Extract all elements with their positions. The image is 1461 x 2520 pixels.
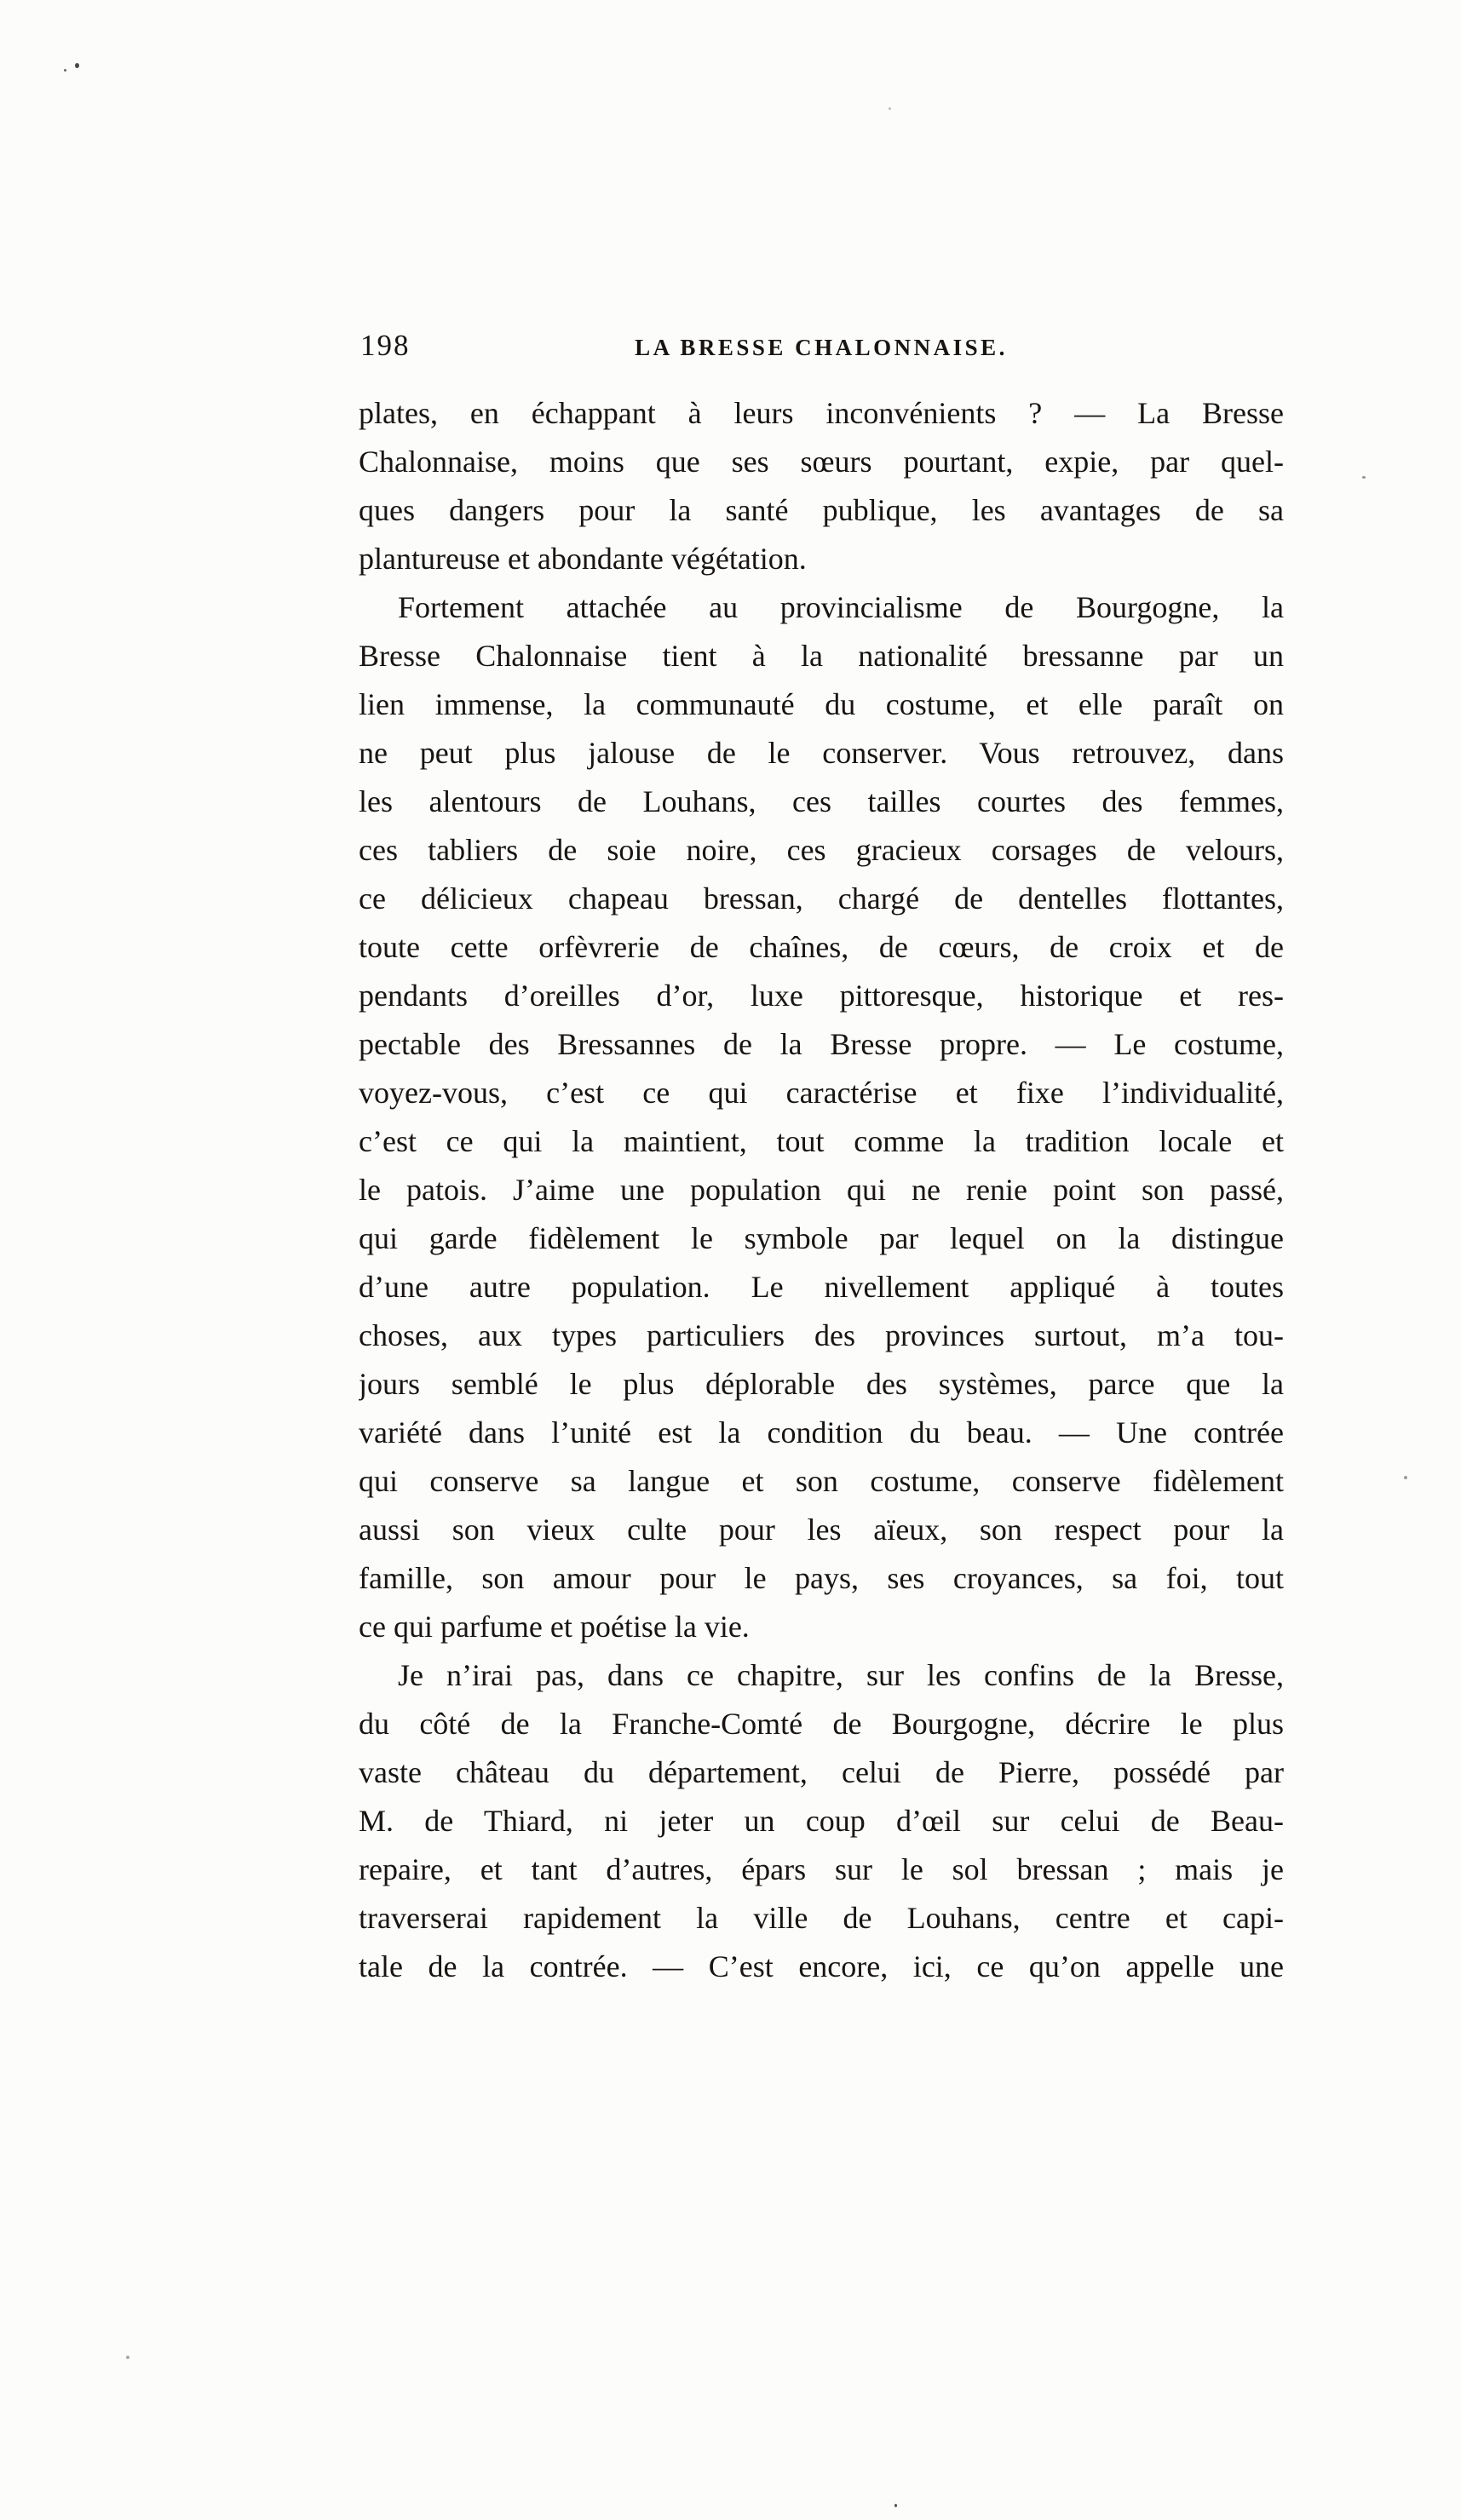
text-line: plantureuse et abondante végétation. — [359, 542, 807, 576]
text-line: M. de Thiard, ni jeter un coup d’œil sur celui de Beau- — [359, 1804, 1284, 1838]
text-line: le patois. J’aime une population qui ne renie point son passé, — [359, 1173, 1284, 1207]
text-line: famille, son amour pour le pays, ses croyances, sa foi, tout — [359, 1561, 1284, 1595]
scan-speck — [126, 2356, 129, 2359]
text-line: qui conserve sa langue et son costume, conserve fidèlement — [359, 1464, 1284, 1498]
text-line: ques dangers pour la santé publique, les avantages de sa — [359, 493, 1284, 527]
text-line: tale de la contrée. — C’est encore, ici, ce qu’on appelle une — [359, 1949, 1284, 1983]
page-header — [359, 329, 1284, 366]
text-line: Chalonnaise, moins que ses sœurs pourtant, expie, par quel- — [359, 445, 1284, 479]
text-line: Bresse Chalonnaise tient à la nationalité bressanne par un — [359, 639, 1284, 673]
text-line: du côté de la Franche-Comté de Bourgogne, décrire le plus — [359, 1707, 1284, 1741]
scan-speck — [75, 63, 79, 68]
scan-speck — [889, 107, 891, 110]
text-line: d’une autre population. Le nivellement appliqué à toutes — [359, 1270, 1284, 1304]
text-line: pectable des Bressannes de la Bresse propre. — Le costume, — [359, 1027, 1284, 1061]
scan-speck — [64, 69, 66, 72]
scan-speck — [1404, 1476, 1407, 1479]
text-line: lien immense, la communauté du costume, et elle paraît on — [359, 687, 1284, 721]
page-number: 198 — [360, 329, 411, 362]
text-line: traverserai rapidement la ville de Louhans, centre et capi- — [359, 1901, 1284, 1935]
text-line: Je n’irai pas, dans ce chapitre, sur les confins de la Bresse, — [398, 1658, 1284, 1692]
text-line: ce qui parfume et poétise la vie. — [359, 1610, 750, 1644]
text-line: ces tabliers de soie noire, ces gracieux corsages de velours, — [359, 833, 1284, 867]
scan-speck — [894, 2504, 897, 2507]
text-line: ce délicieux chapeau bressan, chargé de dentelles flottantes, — [359, 881, 1284, 916]
text-line: repaire, et tant d’autres, épars sur le sol bressan ; mais je — [359, 1852, 1284, 1886]
text-line: vaste château du département, celui de Pierre, possédé par — [359, 1755, 1284, 1789]
text-line: voyez-vous, c’est ce qui caractérise et fixe l’individualité, — [359, 1076, 1284, 1110]
text-line: c’est ce qui la maintient, tout comme la tradition locale et — [359, 1124, 1284, 1158]
scan-speck — [1362, 476, 1366, 479]
running-title: LA BRESSE CHALONNAISE. — [635, 335, 1008, 360]
text-line: aussi son vieux culte pour les aïeux, son respect pour la — [359, 1513, 1284, 1547]
text-line: qui garde fidèlement le symbole par lequel on la distingue — [359, 1221, 1284, 1255]
text-line: plates, en échappant à leurs inconvénients ? — La Bresse — [359, 396, 1284, 430]
text-line: les alentours de Louhans, ces tailles courtes des femmes, — [359, 784, 1284, 818]
text-line: jours semblé le plus déplorable des systèmes, parce que la — [359, 1367, 1284, 1401]
text-line: pendants d’oreilles d’or, luxe pittoresque, historique et res- — [359, 979, 1284, 1013]
text-line: Fortement attachée au provincialisme de Bourgogne, la — [398, 590, 1284, 624]
text-column — [359, 389, 1284, 1991]
text-line: ne peut plus jalouse de le conserver. Vous retrouvez, dans — [359, 736, 1284, 770]
text-line: toute cette orfèvrerie de chaînes, de cœurs, de croix et de — [359, 930, 1284, 964]
text-line: variété dans l’unité est la condition du beau. — Une contrée — [359, 1415, 1284, 1449]
text-line: choses, aux types particuliers des provinces surtout, m’a tou- — [359, 1318, 1284, 1352]
